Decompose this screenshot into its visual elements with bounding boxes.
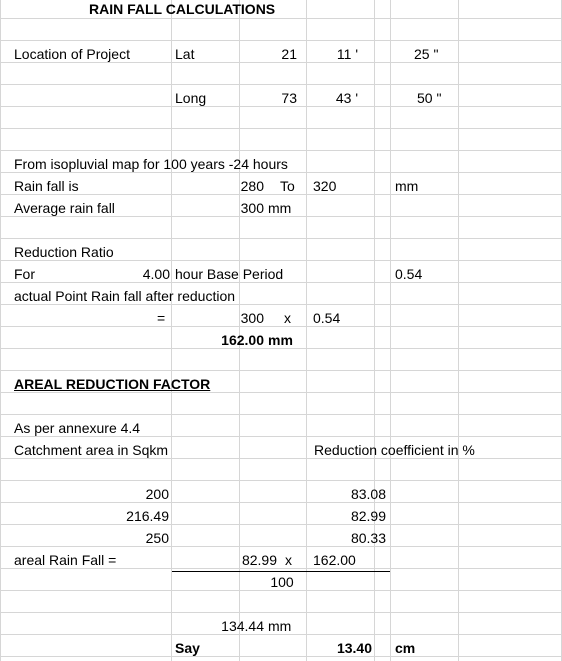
annexure-label: As per annexure 4.4 [14, 420, 141, 436]
final-rain-value[interactable]: 13.40 [336, 640, 372, 656]
average-rain-unit: mm [268, 200, 292, 216]
reduction-coefficient-value[interactable]: 80.33 [350, 530, 386, 546]
reduction-coefficient-header: Reduction coefficient in % [314, 442, 475, 458]
reduced-rain-unit: mm [268, 332, 293, 348]
equals-sign: = [157, 310, 166, 326]
areal-reduction-heading: AREAL REDUCTION FACTOR [14, 376, 211, 392]
reduction-ratio-heading: Reduction Ratio [14, 244, 114, 260]
denominator-value[interactable]: 100 [270, 574, 294, 590]
areal-coefficient-value[interactable]: 82.99 [241, 552, 277, 568]
catchment-area-header: Catchment area in Sqkm [14, 442, 169, 458]
base-period-hours[interactable]: 4.00 [142, 266, 170, 282]
long-seconds[interactable]: 50 " [417, 90, 442, 106]
rain-fall-high[interactable]: 320 [313, 178, 337, 194]
catchment-area-value[interactable]: 216.49 [126, 508, 169, 524]
reduction-coefficient-value[interactable]: 83.08 [350, 486, 386, 502]
catchment-area-value[interactable]: 250 [145, 530, 169, 546]
location-label: Location of Project [14, 46, 130, 62]
gridline [390, 0, 391, 661]
average-rain-label: Average rain fall [14, 200, 115, 216]
long-minutes[interactable]: 43 ' [335, 90, 358, 106]
gridline [374, 0, 375, 661]
areal-multiply-sign: x [285, 552, 292, 568]
multiply-sign: x [284, 310, 291, 326]
actual-rain-label: actual Point Rain fall after reduction [14, 288, 236, 304]
gridline [458, 0, 459, 661]
long-label: Long [175, 90, 207, 106]
areal-rain-result-unit: mm [268, 618, 292, 634]
rain-fall-to: To [280, 178, 295, 194]
base-period-label: hour Base Period [175, 266, 284, 282]
fraction-bar [172, 571, 390, 572]
final-rain-unit: cm [395, 640, 416, 656]
for-label: For [14, 266, 35, 282]
areal-rain-result[interactable]: 134.44 [221, 618, 264, 634]
catchment-area-value[interactable]: 200 [145, 486, 169, 502]
reduction-ratio-value[interactable]: 0.54 [395, 266, 423, 282]
long-degrees[interactable]: 73 [281, 90, 297, 106]
reduction-factor-value[interactable]: 0.54 [313, 310, 341, 326]
lat-degrees[interactable]: 21 [281, 46, 297, 62]
isopluvial-heading: From isopluvial map for 100 years -24 hours [14, 156, 288, 172]
reduction-rain-value[interactable]: 300 [240, 310, 264, 326]
areal-rain-fall-label: areal Rain Fall = [14, 552, 117, 568]
page-title: RAIN FALL CALCULATIONS [89, 1, 276, 17]
gridline [0, 0, 1, 661]
reduced-rain-result[interactable]: 162.00 [221, 332, 264, 348]
lat-minutes[interactable]: 11 ' [336, 46, 358, 62]
average-rain-value[interactable]: 300 [240, 200, 264, 216]
rain-fall-label: Rain fall is [14, 178, 79, 194]
areal-rain-value[interactable]: 162.00 [313, 552, 356, 568]
rain-fall-unit: mm [395, 178, 419, 194]
say-label: Say [175, 640, 200, 656]
rain-fall-low[interactable]: 280 [240, 178, 264, 194]
lat-seconds[interactable]: 25 " [414, 46, 439, 62]
reduction-coefficient-value[interactable]: 82.99 [350, 508, 386, 524]
lat-label: Lat [175, 46, 195, 62]
